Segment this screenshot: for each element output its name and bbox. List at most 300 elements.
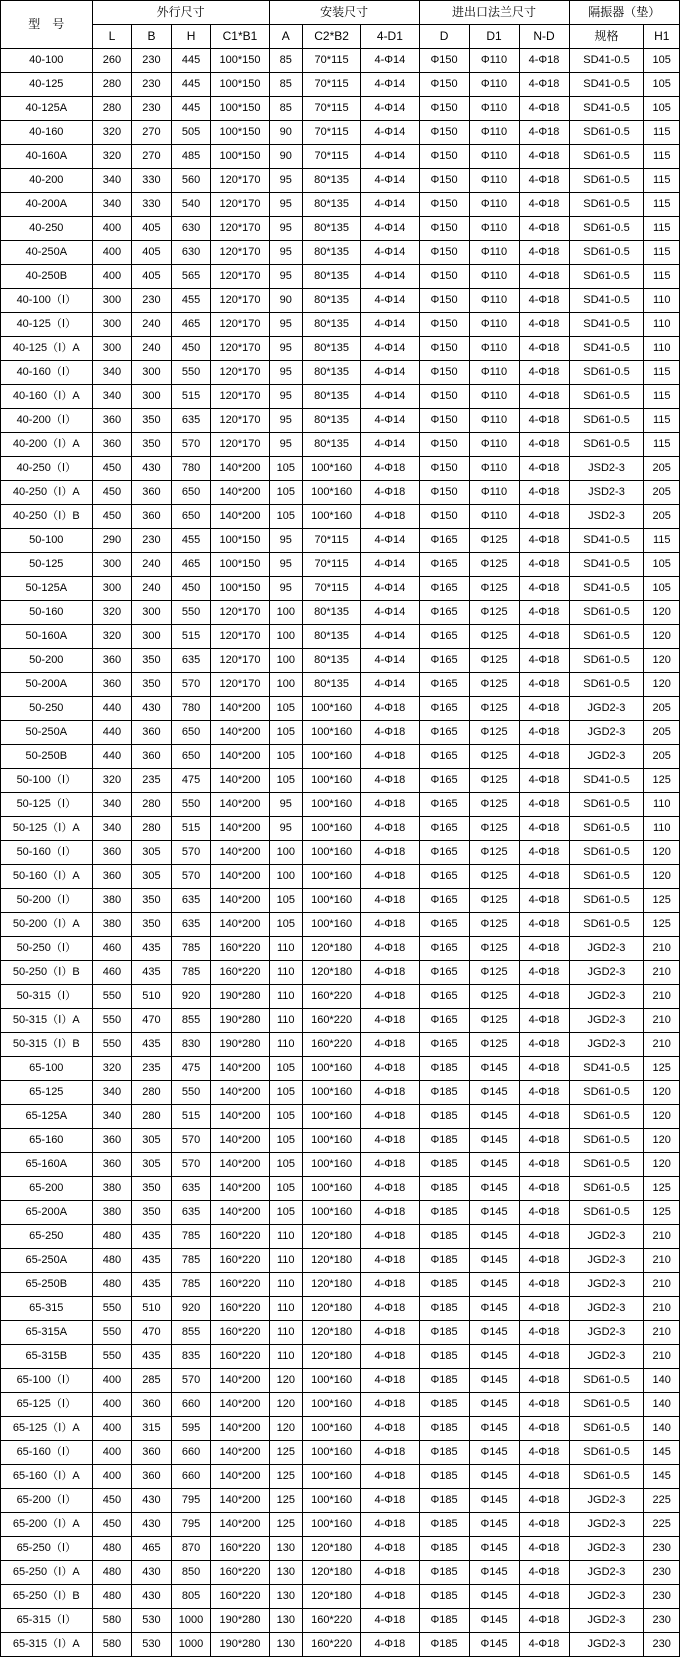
table-row	[1, 217, 680, 241]
cell-c2b2: 80*135	[302, 313, 360, 337]
cell-h: 570	[171, 1129, 211, 1153]
cell-d1: Φ125	[469, 889, 519, 913]
cell-4d1: 4-Φ18	[361, 1489, 419, 1513]
cell-l: 480	[92, 1273, 132, 1297]
cell-l: 440	[92, 721, 132, 745]
cell-model: 65-250（Ⅰ）B	[1, 1585, 93, 1609]
table-row	[1, 169, 680, 193]
cell-d: Φ150	[419, 49, 469, 73]
cell-a: 105	[269, 1057, 302, 1081]
cell-b: 350	[132, 889, 172, 913]
cell-h1: 125	[644, 1057, 680, 1081]
cell-c2b2: 70*115	[302, 97, 360, 121]
cell-model: 40-250（Ⅰ）B	[1, 505, 93, 529]
cell-c1b1: 140*200	[211, 1129, 269, 1153]
cell-h: 505	[171, 121, 211, 145]
cell-4d1: 4-Φ14	[361, 625, 419, 649]
cell-a: 125	[269, 1489, 302, 1513]
cell-model: 40-250B	[1, 265, 93, 289]
cell-model: 50-315（Ⅰ）A	[1, 1009, 93, 1033]
table-row	[1, 1297, 680, 1321]
cell-l: 290	[92, 529, 132, 553]
table-row	[1, 601, 680, 625]
cell-h1: 125	[644, 889, 680, 913]
cell-d1: Φ125	[469, 793, 519, 817]
cell-l: 300	[92, 289, 132, 313]
cell-nd: 4-Φ18	[519, 193, 569, 217]
cell-h: 560	[171, 169, 211, 193]
cell-h: 595	[171, 1417, 211, 1441]
table-row	[1, 1129, 680, 1153]
cell-h1: 230	[644, 1633, 680, 1657]
cell-b: 280	[132, 1105, 172, 1129]
cell-d: Φ185	[419, 1297, 469, 1321]
cell-l: 340	[92, 169, 132, 193]
cell-c2b2: 100*160	[302, 481, 360, 505]
cell-spec: SD61-0.5	[569, 433, 644, 457]
cell-4d1: 4-Φ18	[361, 1129, 419, 1153]
cell-4d1: 4-Φ18	[361, 1081, 419, 1105]
cell-l: 320	[92, 1057, 132, 1081]
cell-a: 110	[269, 937, 302, 961]
cell-4d1: 4-Φ18	[361, 793, 419, 817]
cell-d1: Φ125	[469, 697, 519, 721]
table-row	[1, 505, 680, 529]
cell-h1: 225	[644, 1513, 680, 1537]
cell-c1b1: 100*150	[211, 577, 269, 601]
cell-4d1: 4-Φ18	[361, 481, 419, 505]
cell-c1b1: 190*280	[211, 985, 269, 1009]
cell-c2b2: 70*115	[302, 73, 360, 97]
cell-model: 50-250A	[1, 721, 93, 745]
cell-l: 380	[92, 913, 132, 937]
cell-h: 550	[171, 793, 211, 817]
cell-4d1: 4-Φ18	[361, 1345, 419, 1369]
cell-model: 40-160	[1, 121, 93, 145]
cell-b: 350	[132, 1201, 172, 1225]
cell-spec: SD61-0.5	[569, 625, 644, 649]
cell-4d1: 4-Φ18	[361, 1585, 419, 1609]
cell-c2b2: 100*160	[302, 1105, 360, 1129]
table-row	[1, 409, 680, 433]
cell-b: 430	[132, 1561, 172, 1585]
cell-c1b1: 160*220	[211, 1585, 269, 1609]
cell-c2b2: 100*160	[302, 1081, 360, 1105]
cell-d1: Φ125	[469, 721, 519, 745]
cell-c1b1: 100*150	[211, 121, 269, 145]
cell-h: 475	[171, 769, 211, 793]
cell-l: 360	[92, 1129, 132, 1153]
subheader-d: D	[419, 25, 469, 49]
cell-4d1: 4-Φ14	[361, 361, 419, 385]
cell-b: 350	[132, 913, 172, 937]
cell-l: 580	[92, 1609, 132, 1633]
cell-d: Φ150	[419, 169, 469, 193]
cell-model: 50-160A	[1, 625, 93, 649]
cell-l: 400	[92, 241, 132, 265]
cell-c1b1: 100*150	[211, 49, 269, 73]
cell-h1: 110	[644, 817, 680, 841]
cell-nd: 4-Φ18	[519, 361, 569, 385]
cell-model: 50-200	[1, 649, 93, 673]
cell-d: Φ165	[419, 529, 469, 553]
cell-d1: Φ145	[469, 1561, 519, 1585]
cell-b: 235	[132, 769, 172, 793]
cell-d: Φ165	[419, 601, 469, 625]
cell-d1: Φ125	[469, 961, 519, 985]
cell-a: 130	[269, 1585, 302, 1609]
cell-c1b1: 140*200	[211, 1393, 269, 1417]
cell-c1b1: 120*170	[211, 169, 269, 193]
cell-nd: 4-Φ18	[519, 1321, 569, 1345]
table-row	[1, 481, 680, 505]
cell-b: 360	[132, 721, 172, 745]
cell-nd: 4-Φ18	[519, 145, 569, 169]
cell-h: 1000	[171, 1633, 211, 1657]
cell-d1: Φ125	[469, 553, 519, 577]
table-row	[1, 1489, 680, 1513]
cell-d: Φ165	[419, 985, 469, 1009]
cell-b: 230	[132, 49, 172, 73]
cell-l: 280	[92, 97, 132, 121]
cell-h1: 210	[644, 1321, 680, 1345]
table-body	[1, 49, 680, 1657]
cell-b: 430	[132, 697, 172, 721]
cell-d: Φ185	[419, 1177, 469, 1201]
cell-4d1: 4-Φ18	[361, 1249, 419, 1273]
cell-c2b2: 120*180	[302, 1297, 360, 1321]
cell-c1b1: 140*200	[211, 865, 269, 889]
cell-model: 65-160A	[1, 1153, 93, 1177]
cell-a: 85	[269, 73, 302, 97]
cell-c1b1: 140*200	[211, 1441, 269, 1465]
cell-4d1: 4-Φ18	[361, 841, 419, 865]
cell-d1: Φ110	[469, 505, 519, 529]
cell-d1: Φ125	[469, 913, 519, 937]
cell-a: 130	[269, 1633, 302, 1657]
cell-nd: 4-Φ18	[519, 1057, 569, 1081]
cell-model: 65-200（Ⅰ）	[1, 1489, 93, 1513]
cell-l: 360	[92, 865, 132, 889]
cell-model: 65-160（Ⅰ）	[1, 1441, 93, 1465]
cell-l: 550	[92, 985, 132, 1009]
cell-h1: 115	[644, 361, 680, 385]
cell-h1: 225	[644, 1489, 680, 1513]
cell-h: 650	[171, 505, 211, 529]
cell-spec: SD61-0.5	[569, 1465, 644, 1489]
cell-spec: SD61-0.5	[569, 241, 644, 265]
cell-b: 405	[132, 241, 172, 265]
cell-h: 450	[171, 577, 211, 601]
table-row	[1, 553, 680, 577]
cell-a: 95	[269, 577, 302, 601]
cell-a: 110	[269, 1009, 302, 1033]
cell-l: 300	[92, 553, 132, 577]
cell-h: 635	[171, 1201, 211, 1225]
cell-a: 120	[269, 1369, 302, 1393]
cell-c2b2: 70*115	[302, 145, 360, 169]
table-row	[1, 265, 680, 289]
cell-c2b2: 80*135	[302, 169, 360, 193]
cell-h1: 210	[644, 1225, 680, 1249]
cell-c1b1: 140*200	[211, 889, 269, 913]
cell-c1b1: 120*170	[211, 337, 269, 361]
cell-spec: SD41-0.5	[569, 289, 644, 313]
cell-d1: Φ110	[469, 481, 519, 505]
cell-spec: SD61-0.5	[569, 265, 644, 289]
cell-d: Φ150	[419, 265, 469, 289]
cell-h: 635	[171, 889, 211, 913]
cell-c1b1: 100*150	[211, 73, 269, 97]
cell-model: 40-250（Ⅰ）	[1, 457, 93, 481]
cell-h: 570	[171, 433, 211, 457]
cell-spec: SD61-0.5	[569, 1153, 644, 1177]
cell-spec: SD61-0.5	[569, 793, 644, 817]
cell-spec: SD61-0.5	[569, 385, 644, 409]
cell-c2b2: 160*220	[302, 1009, 360, 1033]
cell-model: 40-200	[1, 169, 93, 193]
cell-nd: 4-Φ18	[519, 289, 569, 313]
cell-d: Φ185	[419, 1417, 469, 1441]
cell-c2b2: 120*180	[302, 1345, 360, 1369]
cell-d: Φ150	[419, 289, 469, 313]
cell-c2b2: 120*180	[302, 1273, 360, 1297]
cell-a: 95	[269, 265, 302, 289]
cell-c1b1: 160*220	[211, 1225, 269, 1249]
cell-h: 515	[171, 625, 211, 649]
table-row	[1, 1249, 680, 1273]
cell-h1: 120	[644, 1105, 680, 1129]
cell-l: 480	[92, 1225, 132, 1249]
cell-4d1: 4-Φ18	[361, 985, 419, 1009]
cell-a: 95	[269, 529, 302, 553]
cell-d: Φ185	[419, 1489, 469, 1513]
cell-a: 95	[269, 241, 302, 265]
cell-spec: SD41-0.5	[569, 769, 644, 793]
cell-d: Φ185	[419, 1561, 469, 1585]
cell-spec: SD41-0.5	[569, 577, 644, 601]
cell-l: 460	[92, 961, 132, 985]
cell-c1b1: 190*280	[211, 1033, 269, 1057]
cell-b: 300	[132, 385, 172, 409]
cell-model: 50-160（Ⅰ）A	[1, 865, 93, 889]
cell-h1: 115	[644, 193, 680, 217]
cell-spec: SD41-0.5	[569, 313, 644, 337]
cell-h: 805	[171, 1585, 211, 1609]
cell-4d1: 4-Φ18	[361, 961, 419, 985]
cell-spec: JGD2-3	[569, 937, 644, 961]
cell-nd: 4-Φ18	[519, 673, 569, 697]
cell-c2b2: 100*160	[302, 1057, 360, 1081]
cell-model: 65-125（Ⅰ）A	[1, 1417, 93, 1441]
cell-c2b2: 80*135	[302, 433, 360, 457]
cell-l: 450	[92, 481, 132, 505]
cell-c2b2: 100*160	[302, 1489, 360, 1513]
cell-spec: SD61-0.5	[569, 601, 644, 625]
cell-h: 455	[171, 529, 211, 553]
cell-a: 105	[269, 505, 302, 529]
cell-l: 320	[92, 145, 132, 169]
cell-d1: Φ125	[469, 673, 519, 697]
cell-c2b2: 80*135	[302, 193, 360, 217]
cell-spec: SD61-0.5	[569, 865, 644, 889]
cell-4d1: 4-Φ14	[361, 169, 419, 193]
cell-l: 380	[92, 1201, 132, 1225]
cell-h: 570	[171, 841, 211, 865]
cell-h: 920	[171, 1297, 211, 1321]
cell-h1: 230	[644, 1561, 680, 1585]
cell-l: 340	[92, 193, 132, 217]
cell-c1b1: 190*280	[211, 1609, 269, 1633]
cell-spec: SD61-0.5	[569, 193, 644, 217]
cell-d1: Φ145	[469, 1609, 519, 1633]
cell-d: Φ165	[419, 721, 469, 745]
cell-4d1: 4-Φ18	[361, 1441, 419, 1465]
subheader-c1b1: C1*B1	[211, 25, 269, 49]
cell-d1: Φ145	[469, 1537, 519, 1561]
cell-c1b1: 140*200	[211, 481, 269, 505]
cell-4d1: 4-Φ14	[361, 241, 419, 265]
cell-h: 630	[171, 217, 211, 241]
cell-d1: Φ125	[469, 649, 519, 673]
table-row	[1, 745, 680, 769]
cell-h1: 125	[644, 1177, 680, 1201]
table-row	[1, 1585, 680, 1609]
cell-c1b1: 140*200	[211, 505, 269, 529]
cell-model: 40-160（Ⅰ）A	[1, 385, 93, 409]
sub-header-row	[1, 25, 680, 49]
cell-c2b2: 160*220	[302, 1633, 360, 1657]
cell-model: 50-100	[1, 529, 93, 553]
cell-b: 360	[132, 505, 172, 529]
cell-d1: Φ110	[469, 457, 519, 481]
cell-c2b2: 100*160	[302, 697, 360, 721]
table-row	[1, 817, 680, 841]
cell-h1: 210	[644, 985, 680, 1009]
cell-spec: JGD2-3	[569, 1249, 644, 1273]
cell-c1b1: 140*200	[211, 697, 269, 721]
table-row	[1, 625, 680, 649]
cell-d: Φ185	[419, 1081, 469, 1105]
cell-c1b1: 160*220	[211, 1561, 269, 1585]
cell-a: 100	[269, 841, 302, 865]
cell-b: 435	[132, 1225, 172, 1249]
cell-b: 230	[132, 289, 172, 313]
cell-nd: 4-Φ18	[519, 1633, 569, 1657]
cell-a: 125	[269, 1513, 302, 1537]
cell-nd: 4-Φ18	[519, 97, 569, 121]
cell-b: 350	[132, 1177, 172, 1201]
cell-d1: Φ125	[469, 601, 519, 625]
cell-b: 350	[132, 409, 172, 433]
cell-d: Φ150	[419, 481, 469, 505]
cell-h1: 230	[644, 1609, 680, 1633]
cell-c1b1: 160*220	[211, 1249, 269, 1273]
cell-d: Φ150	[419, 313, 469, 337]
cell-c1b1: 140*200	[211, 1177, 269, 1201]
cell-nd: 4-Φ18	[519, 745, 569, 769]
table-row	[1, 1225, 680, 1249]
cell-h1: 120	[644, 601, 680, 625]
cell-l: 360	[92, 649, 132, 673]
cell-c2b2: 80*135	[302, 625, 360, 649]
cell-a: 95	[269, 361, 302, 385]
cell-spec: JGD2-3	[569, 1321, 644, 1345]
cell-d: Φ185	[419, 1057, 469, 1081]
cell-b: 330	[132, 193, 172, 217]
cell-d: Φ185	[419, 1249, 469, 1273]
cell-c1b1: 140*200	[211, 1417, 269, 1441]
cell-nd: 4-Φ18	[519, 649, 569, 673]
cell-h: 850	[171, 1561, 211, 1585]
cell-4d1: 4-Φ18	[361, 697, 419, 721]
cell-a: 100	[269, 865, 302, 889]
cell-nd: 4-Φ18	[519, 1465, 569, 1489]
cell-c1b1: 120*170	[211, 265, 269, 289]
cell-d: Φ165	[419, 817, 469, 841]
cell-b: 270	[132, 121, 172, 145]
cell-b: 230	[132, 73, 172, 97]
cell-c1b1: 160*220	[211, 1297, 269, 1321]
cell-d: Φ150	[419, 505, 469, 529]
cell-4d1: 4-Φ18	[361, 1465, 419, 1489]
cell-h: 550	[171, 361, 211, 385]
cell-model: 40-200（Ⅰ）A	[1, 433, 93, 457]
cell-nd: 4-Φ18	[519, 577, 569, 601]
cell-c1b1: 160*220	[211, 961, 269, 985]
cell-h: 650	[171, 721, 211, 745]
cell-nd: 4-Φ18	[519, 1489, 569, 1513]
cell-h: 795	[171, 1513, 211, 1537]
cell-spec: JGD2-3	[569, 745, 644, 769]
cell-d: Φ150	[419, 457, 469, 481]
cell-d: Φ165	[419, 745, 469, 769]
cell-d1: Φ145	[469, 1393, 519, 1417]
cell-a: 105	[269, 1081, 302, 1105]
cell-d1: Φ125	[469, 1009, 519, 1033]
cell-4d1: 4-Φ14	[361, 385, 419, 409]
cell-h: 855	[171, 1321, 211, 1345]
cell-c1b1: 100*150	[211, 145, 269, 169]
cell-4d1: 4-Φ14	[361, 433, 419, 457]
cell-model: 40-200（Ⅰ）	[1, 409, 93, 433]
cell-model: 50-125（Ⅰ）A	[1, 817, 93, 841]
cell-h1: 115	[644, 265, 680, 289]
cell-nd: 4-Φ18	[519, 1129, 569, 1153]
cell-d: Φ165	[419, 937, 469, 961]
cell-h1: 115	[644, 385, 680, 409]
table-row	[1, 1633, 680, 1657]
cell-a: 105	[269, 481, 302, 505]
cell-c1b1: 160*220	[211, 1321, 269, 1345]
cell-spec: SD61-0.5	[569, 169, 644, 193]
cell-4d1: 4-Φ18	[361, 865, 419, 889]
cell-d1: Φ145	[469, 1369, 519, 1393]
cell-d1: Φ125	[469, 529, 519, 553]
cell-h1: 120	[644, 649, 680, 673]
cell-l: 460	[92, 937, 132, 961]
table-row	[1, 385, 680, 409]
cell-4d1: 4-Φ18	[361, 1321, 419, 1345]
cell-l: 400	[92, 1369, 132, 1393]
cell-nd: 4-Φ18	[519, 1081, 569, 1105]
cell-4d1: 4-Φ18	[361, 1369, 419, 1393]
cell-b: 350	[132, 673, 172, 697]
table-row	[1, 361, 680, 385]
cell-spec: JGD2-3	[569, 1297, 644, 1321]
cell-spec: SD61-0.5	[569, 1105, 644, 1129]
cell-l: 400	[92, 1441, 132, 1465]
